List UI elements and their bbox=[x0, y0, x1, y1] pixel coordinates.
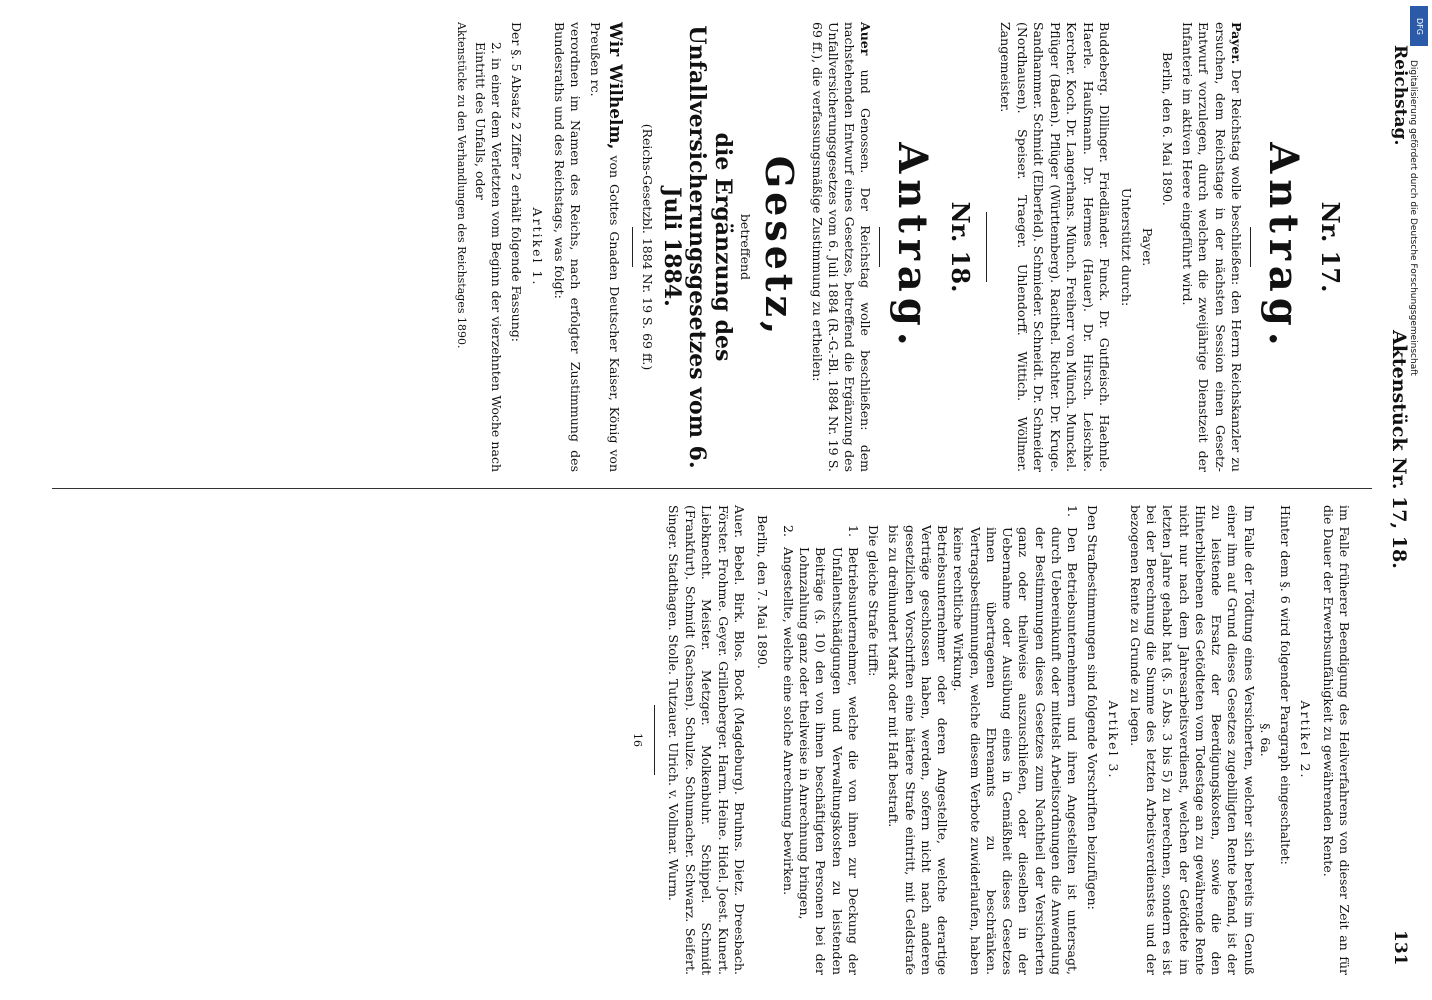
item-1: 1. Den Betriebsunternehmern und ihren Angestellten ist untersagt, durch Uebereinkunft oder mittelst Arbeitsordnungen die Anwendung der Bestimmungen dieses Gesetzes zum Nachtheil der Versicherten ganz oder theilweise auszuschließen, oder dieselben in der Uebernahme oder Ausübung eines in Gemäßheit dieses Gesetzes ihnen übertragenen Ehrenamts zu beschränken. Vertragsbestimmungen, welche diesem Verbote zuwiderlaufen, haben keine rechtliche Wirkung. bbox=[951, 505, 1081, 975]
left-column bbox=[449, 22, 1352, 472]
betreffend: betreffend bbox=[737, 213, 753, 281]
continuation-text: im Falle früherer Beendigung des Heilverfahrens von dieser Zeit an für die Dauer der Erwerbsunfähigkeit zu gewährenden Rente. bbox=[1320, 505, 1352, 975]
law-reference: (Reichs-Gesetzbl. 1884 Nr. 19 S. 69 ff.) bbox=[639, 123, 655, 371]
verordnen-text: verordnen im Namen des Reichs, nach erfolgter Zustimmung des Bundesraths und des Reichstags, was folgt: bbox=[552, 22, 584, 472]
antrag18-heading: Antrag. bbox=[889, 142, 937, 352]
sub-item-1-text: Betriebsunternehmer, welche die von ihnen zur Deckung der Unfallentschädigungen und Verwaltungskosten zu leistenden Beiträge (§. 10) den von ihnen beschäftigten Personen bei der Lohnzahlung ganz oder theilweise in Anrechnung bringen, bbox=[797, 547, 861, 975]
artikel2-heading: Artikel 2. bbox=[1298, 700, 1314, 780]
gesetz-heading: Gesetz, bbox=[757, 155, 803, 339]
rule bbox=[632, 227, 633, 267]
rule bbox=[986, 212, 987, 282]
date18: Berlin, den 7. Mai 1890. bbox=[754, 515, 770, 669]
kaiser-name: Wir Wilhelm, bbox=[604, 22, 625, 150]
item-1-text: Den Betriebsunternehmern und ihren Angestellten ist untersagt, durch Uebereinkunft oder mittelst Arbeitsordnungen die Anwendung der Bestimmungen dieses Gesetzes zum Nachtheil der Versicherten ganz oder theilweise auszuschließen, oder dieselben in der Uebernahme oder Ausübung eines in Gemäßheit dieses Gesetzes ihnen übertragenen Ehrenamts zu beschränken. Vertragsbestimmungen, welche diesem Verbote zuwiderlaufen, haben keine rechtliche Wirkung. bbox=[951, 527, 1081, 975]
antrag18-mover: Auer bbox=[858, 22, 874, 56]
rule bbox=[654, 705, 655, 775]
digitization-note: Digitalisierung gefördert durch die Deutsche Forschungsgemeinschaft bbox=[1408, 60, 1418, 376]
kaiser-paragraph bbox=[587, 22, 625, 472]
artikel2-intro: Hinter dem §. 6 wird folgender Paragraph eingeschaltet: bbox=[1278, 505, 1294, 865]
sub-item-2-text: Angestellte, welche eine solche Anrechnung bewirken. bbox=[781, 547, 796, 896]
supporters-list: Buddeberg. Dillinger. Friedländer. Funck. Dr. Gutfleisch. Haehnle. Haerle. Haußmann. Dr. Hermes (Hauer). Dr. Hirsch. Leischke. Kercher. Koch. Dr. Langerhans. Münch. Freiherr von Münch. Munckel. Pflüger (Baden). Pflüger (Württemberg). Racithel. Richter. Dr. Kruge. Sandhammer. Schmidt (Elberfeld). Schmieder. Schneidt. Dr. Schneider (Nordhausen). Speiser. Traeger. Uhlendorff. Wittich. Wöllmer. Zangemeister. bbox=[998, 22, 1113, 472]
supported-by: Unterstützt durch: bbox=[1119, 187, 1135, 307]
antrag18-paragraph bbox=[808, 22, 873, 472]
antrag17-paragraph bbox=[1179, 22, 1244, 472]
date17: Berlin, den 6. Mai 1890. bbox=[1159, 52, 1175, 206]
artikel3-heading: Artikel 3. bbox=[1105, 700, 1121, 780]
header-center: Aktenstück Nr. 17, 18. bbox=[1388, 330, 1410, 569]
para6a-heading: §. 6a. bbox=[1258, 723, 1273, 757]
rule bbox=[1250, 227, 1251, 267]
column-divider bbox=[52, 488, 1372, 489]
antrag17-mover: Payer. bbox=[1228, 22, 1244, 65]
artikel1-heading: Artikel 1. bbox=[529, 207, 545, 287]
sub-item-2: 2. Angestellte, welche eine solche Anrechnung bewirken. bbox=[780, 505, 796, 975]
rule bbox=[879, 227, 880, 267]
sub-item-1: 1. Betriebsunternehmer, welche die von ihnen zur Deckung der Unfallentschädigungen und Verwaltungskosten zu leistenden Beiträge (§. 10) den von ihnen beschäftigten Personen bei der Lohnzahlung ganz oder theilweise in Anrechnung bringen, bbox=[797, 525, 861, 975]
artikel1-text: Der §. 5 Absatz 2 Ziffer 2 erhält folgende Fassung: bbox=[509, 22, 525, 342]
para6a-text: Im Falle der Tödtung eines Versicherten, welcher sich bereits im Genuß einer ihm auf Grund dieses Gesetzes zugebilligten Rente befand, ist der zu leistende Ersatz der Beerdigungskosten, sowie die den Hinterbliebenen des Getödteten vom Todestage an zu gewährende Rente nicht nur nach dem Jahresarbeitsverdienst, welchen der Getödtete im letzten Jahre gehabt hat (§. 5 Abs. 3 bis 5) zu berechnen, sondern es ist bei der Berechnung die Summe des letzten Arbeitsverdienstes und der bezogenen Rente zu Grunde zu legen. bbox=[1128, 505, 1257, 975]
right-footer-number: 16 bbox=[631, 733, 644, 747]
antrag17-heading: Antrag. bbox=[1259, 142, 1307, 352]
antrag18-text: und Genossen. Der Reichstag wolle beschließen: dem nachstehenden Entwurf eines Gesetzes, betreffend die Ergänzung des Unfallversicherungsgesetzes vom 6. Juli 1884 (R.-G.-Bl. 1884 Nr. 19 S. 69 ff.), die verfassungsmäßige Zustimmung zu ertheilen: bbox=[809, 22, 874, 472]
artikel1-item: 2. in einer dem Verletzten vom Beginn der vierzehnten Woche nach Eintritt des Unfalls, oder bbox=[473, 42, 505, 472]
law-title: die Ergänzung des Unfallversicherungsgesetzes vom 6. Juli 1884. bbox=[659, 25, 736, 469]
nr18-heading: Nr. 18. bbox=[945, 201, 975, 293]
right-column bbox=[626, 505, 1352, 975]
signer17: Payer. bbox=[1139, 227, 1155, 267]
header-left: Reichstag. bbox=[1390, 45, 1410, 146]
artikel3-intro: Den Strafbestimmungen sind folgende Vorschriften beizufügen: bbox=[1085, 505, 1101, 910]
signers18-list: Auer. Bebel. Birk. Blos. Bock (Magdeburg). Bruhns. Dietz. Dreesbach. Förster. Frohme. Geyer. Grillenberger. Harm. Heine. Hidel. Joest. Kunert. Liebknecht. Meister. Metzger. Molkenbuhr. Schippel. Schmidt (Frankfurt). Schmidt (Sachsen). Schulze. Schumacher. Schwarz. Seifert. Singer. Stadthagen. Stolle. Tutzauer. Ulrich. v. Vollmar. Wurm. bbox=[666, 505, 748, 975]
antrag17-text: Der Reichstag wolle beschließen: den Herrn Reichskanzler zu ersuchen, dem Reichstage in der nächsten Session einen Gesetz-Entwurf vorzulegen, durch welchen die zweijährige Dienstzeit der Infanterie im aktiven Heere eingeführt wird. bbox=[1180, 22, 1244, 472]
same-penalty: Die gleiche Strafe trifft: bbox=[866, 525, 882, 677]
kaiser-text: von Gottes Gnaden Deutscher Kaiser, König von Preußen rc. bbox=[588, 22, 622, 472]
left-footer: Aktenstücke zu den Verhandlungen des Reichstages 1890. bbox=[454, 22, 468, 349]
dfg-logo: DFG bbox=[1410, 6, 1428, 46]
item-1b-text: Betriebsunternehmer oder deren Angestellte, welche derartige Verträge geschlossen haben, werden, sofern nicht nach anderen gesetzlichen Vorschriften eine härtere Strafe eintritt, mit Geldstrafe bis zu dreihundert Mark oder mit Haft bestraft. bbox=[886, 525, 951, 975]
nr17-heading: Nr. 17. bbox=[1316, 201, 1345, 293]
page-number: 131 bbox=[1390, 930, 1410, 966]
